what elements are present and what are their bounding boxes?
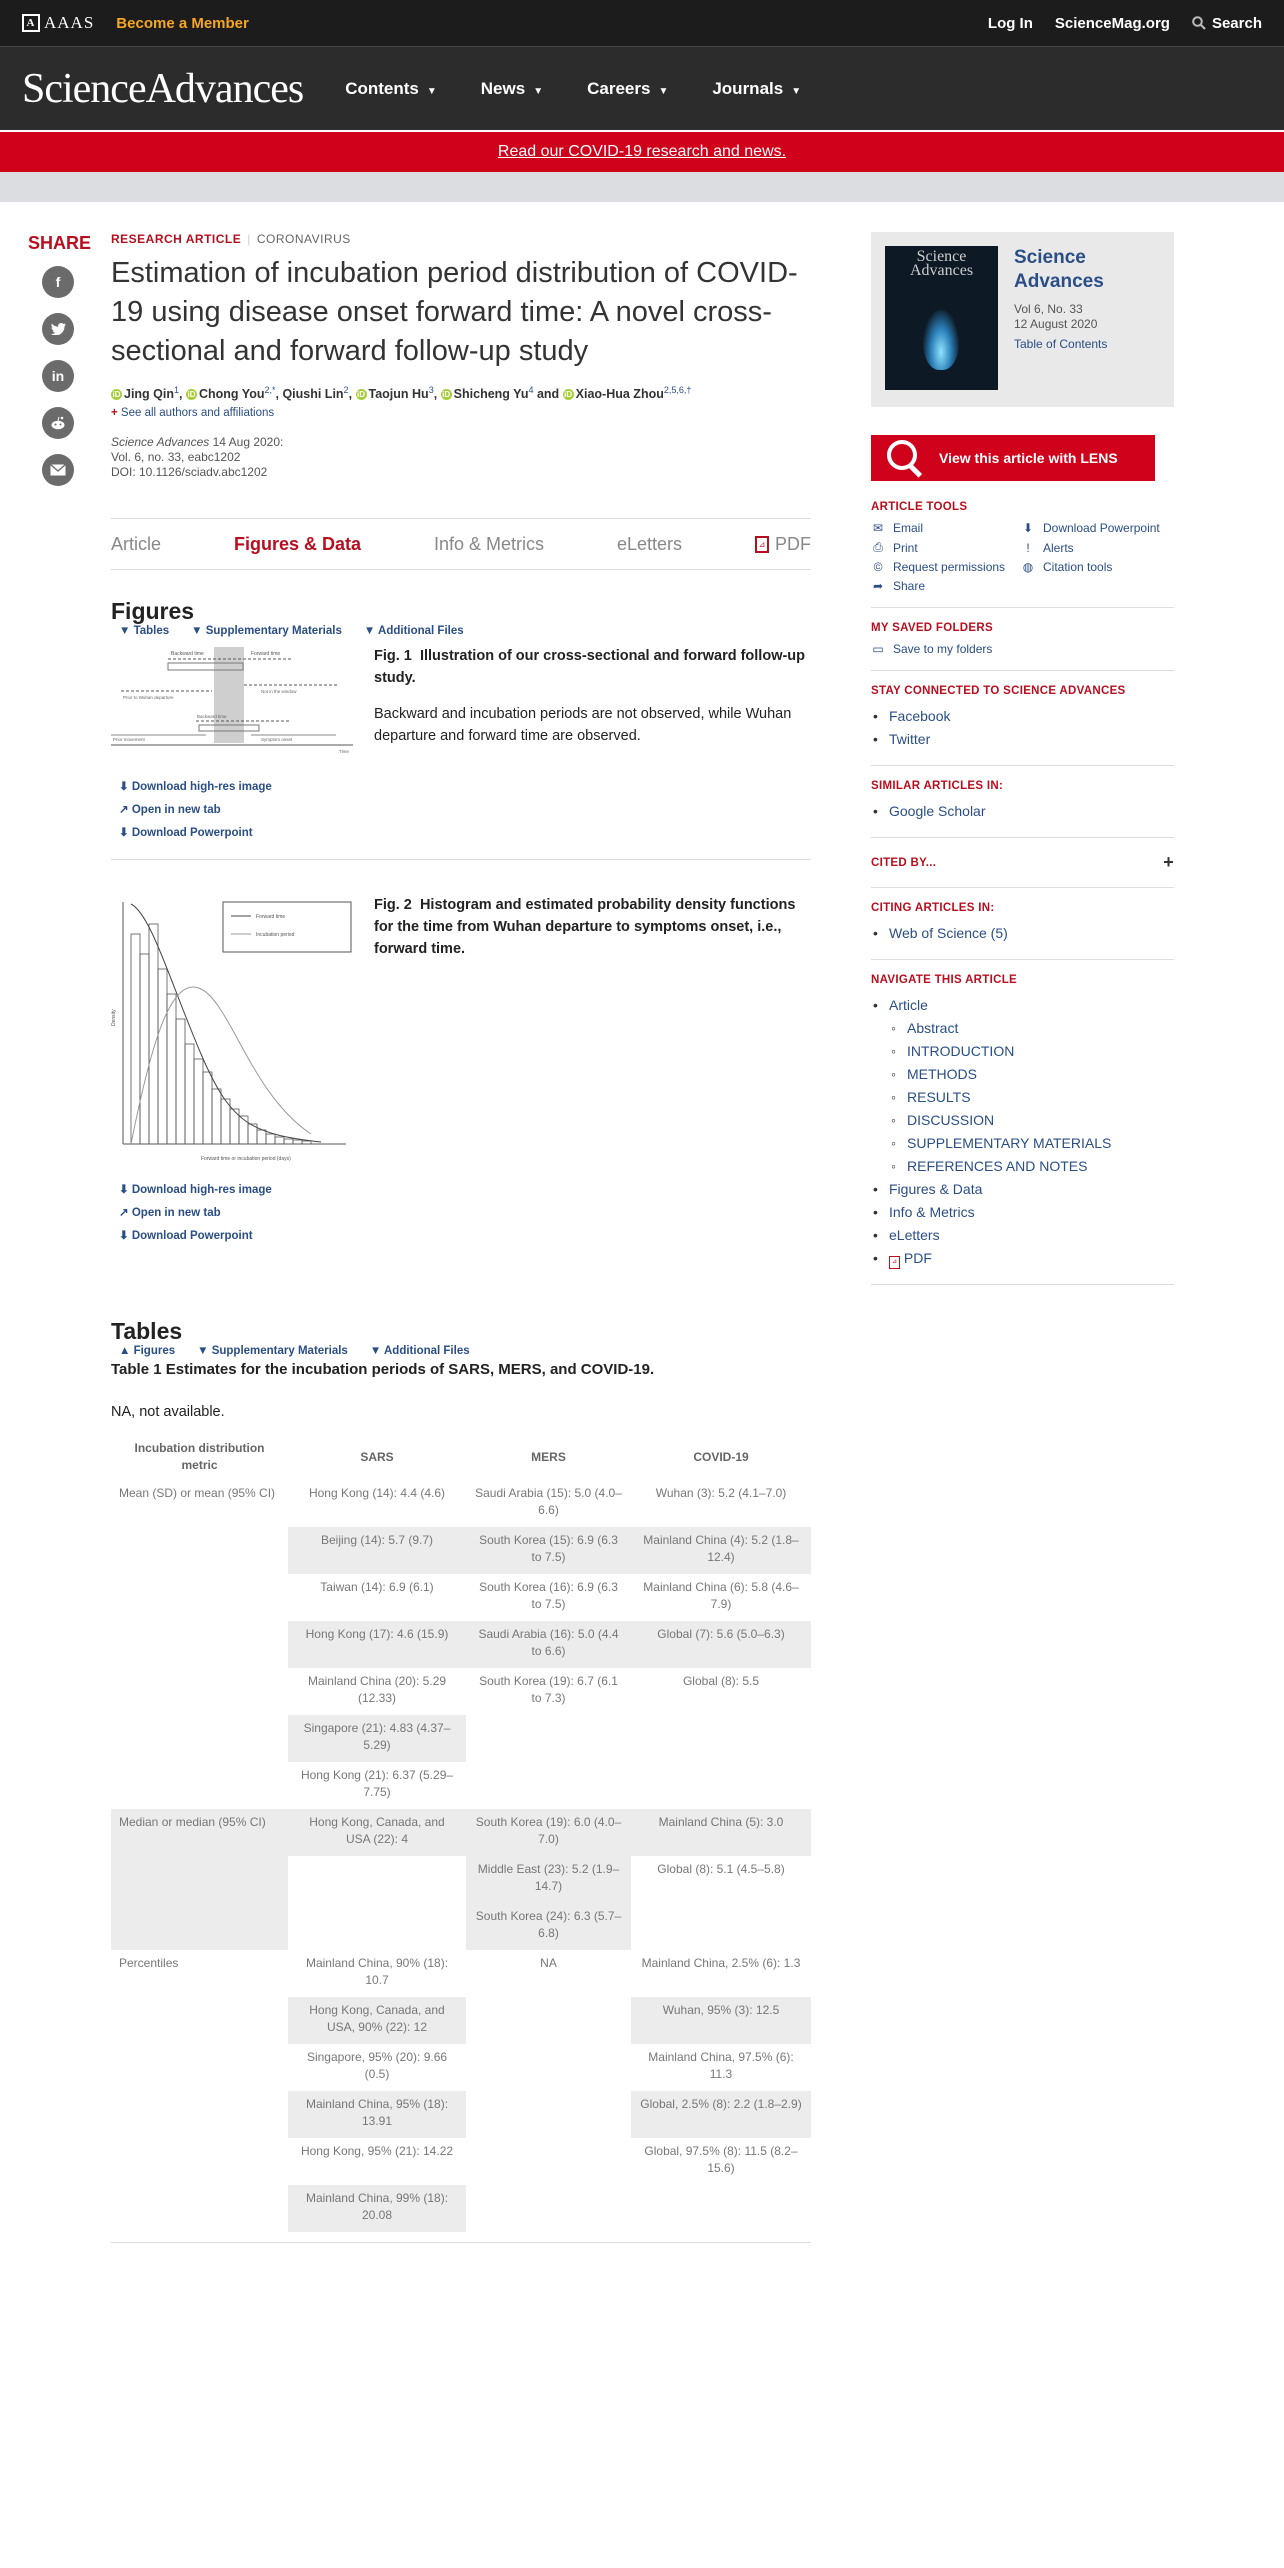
svg-text:Symptom onset: Symptom onset	[261, 737, 293, 743]
nav-info-metrics-link[interactable]: • Info & Metrics	[871, 1201, 1174, 1224]
author[interactable]: iD Xiao-Hua Zhou$^{2,5,6,\dagger}$	[564, 385, 692, 402]
citing-articles-heading: CITING ARTICLES IN:	[871, 902, 995, 914]
figure-1-thumbnail[interactable]	[111, 641, 356, 761]
table-row	[111, 2091, 811, 2138]
jump-additional-files-link[interactable]: ▼ Additional Files	[363, 625, 464, 638]
alerts-tool[interactable]: ! Alerts	[1021, 540, 1171, 555]
cover-title: Science Advances	[909, 248, 974, 279]
issue-date: 12 August 2020	[1014, 317, 1098, 331]
table-cell-metric	[111, 1762, 288, 1809]
tables-heading: Tables	[111, 1318, 183, 1345]
figures-heading: Figures	[111, 598, 195, 625]
sidebar	[871, 232, 1174, 1285]
table-cell-sars: Hong Kong (14): 4.4 (4.6)	[308, 1486, 446, 1501]
external-link-icon: ↗	[119, 1207, 129, 1220]
table-cell-mers: Saudi Arabia (15): 5.0 (4.0–6.6)	[475, 1486, 622, 1518]
jump-additional-files-link[interactable]: ▼ Additional Files	[369, 1345, 470, 1358]
navigate-article	[871, 974, 1174, 1285]
table-row	[111, 1903, 811, 1950]
journal-issue-box	[871, 232, 1174, 407]
aaas-logo[interactable]: A AAAS	[22, 13, 94, 33]
table-cell-sars: Hong Kong, Canada, and USA, 90% (22): 12	[288, 1997, 466, 2044]
table-cell-sars: Mainland China, 90% (18): 10.7	[305, 1956, 449, 1988]
author-list	[111, 385, 811, 401]
nav-article-link[interactable]: • Article	[871, 994, 1174, 1017]
article-title: Estimation of incubation period distribution of COVID-19 using disease onset forward time: A novel cross-sectional and forward follow-up study	[111, 257, 798, 367]
caret-down-icon: ▼	[426, 85, 437, 97]
download-powerpoint-tool[interactable]: ⬇ Download Powerpoint	[1022, 521, 1160, 535]
article-type[interactable]: RESEARCH ARTICLE	[111, 232, 242, 246]
become-member-link[interactable]: Become a Member	[116, 14, 249, 32]
pdf-icon: ⊿	[755, 536, 769, 553]
table-cell-mers	[466, 1762, 631, 1809]
orcid-icon: iD	[187, 390, 196, 400]
orcid-icon: iD	[564, 390, 573, 400]
cited-by-heading: CITED BY...	[871, 856, 937, 869]
lens-button[interactable]: View this article with LENS	[871, 435, 1155, 481]
column-header: SARS	[360, 1449, 394, 1464]
download-highres-link[interactable]: ⬇ Download high-res image	[119, 1184, 272, 1197]
facebook-link[interactable]: • Facebook	[871, 705, 1174, 728]
table-cell-metric	[111, 1574, 288, 1621]
svg-text:Backward time: Backward time	[197, 714, 227, 720]
share-panel	[28, 233, 92, 501]
nav-journals[interactable]: Journals ▼	[712, 78, 802, 98]
journal-cover-image[interactable]	[885, 246, 998, 390]
figures-section	[111, 598, 811, 1248]
table-cell-covid: Mainland China (4): 5.2 (1.8–12.4)	[631, 1527, 811, 1574]
share-tool[interactable]: ➦ Share	[872, 579, 926, 593]
figure-2-title: Fig. 2 Histogram and estimated probability density functions for the time from Wuhan departure to symptoms onset, i.e., forward time.	[374, 897, 796, 958]
table-cell-covid: Mainland China (6): 5.8 (4.6–7.9)	[643, 1580, 799, 1612]
author[interactable]: iD Taojun Hu$^3$,	[357, 385, 441, 402]
copyright-icon: ©	[873, 560, 883, 574]
share-title: SHARE	[28, 233, 92, 253]
table-cell-sars: Hong Kong (17): 4.6 (15.9)	[288, 1621, 466, 1668]
science-advances-logo[interactable]: ScienceAdvances	[22, 65, 304, 112]
table-cell-sars: Hong Kong, Canada, and USA (22): 4	[288, 1809, 466, 1856]
nav-contents[interactable]: Contents ▼	[345, 78, 437, 98]
saved-folders	[871, 622, 1174, 671]
column-header: MERS	[531, 1449, 566, 1464]
table-row	[111, 1856, 811, 1903]
alert-icon: !	[1026, 540, 1030, 555]
print-icon: ⎙	[873, 540, 883, 554]
citing-articles	[871, 902, 1174, 960]
figure-1-links	[111, 776, 356, 845]
table-cell-covid	[631, 1762, 811, 1809]
svg-text:Forward time or incubation per: Forward time or incubation period (days)	[201, 1156, 291, 1163]
table-cell-covid: Mainland China, 97.5% (6): 11.3	[648, 2050, 794, 2082]
table-cell-sars: Hong Kong (21): 6.37 (5.29–7.75)	[300, 1768, 454, 1800]
share-icon: ➦	[872, 579, 884, 593]
save-to-folders-link[interactable]: ▭ Save to my folders	[872, 642, 993, 656]
volume-info: Vol. 6, no. 33, eabc1202	[111, 450, 241, 465]
sciencemag-link[interactable]: ScienceMag.org	[1054, 14, 1170, 32]
table-cell-metric	[111, 2091, 288, 2138]
incubation-table	[111, 1434, 811, 2232]
download-highres-link[interactable]: ⬇ Download high-res image	[119, 781, 272, 794]
tab-info-metrics[interactable]: Info & Metrics	[433, 533, 545, 554]
nav-figures-data-link[interactable]: • Figures & Data	[871, 1178, 1174, 1201]
citation-info	[111, 435, 811, 480]
tab-figures-data[interactable]: Figures & Data	[233, 533, 362, 554]
nav-discussion-link[interactable]: ◦ DISCUSSION	[871, 1109, 1174, 1132]
twitter-link[interactable]: • Twitter	[871, 728, 1174, 751]
envelope-icon: ✉	[872, 521, 884, 535]
google-scholar-link[interactable]: • Google Scholar	[871, 800, 1174, 823]
table-cell-sars: Hong Kong, 95% (21): 14.22	[300, 2144, 454, 2159]
table-cell-covid: Global (8): 5.5	[682, 1674, 760, 1689]
search-label: Search	[1211, 14, 1262, 32]
table-cell-metric	[111, 2185, 288, 2232]
table-cell-covid	[631, 2185, 811, 2232]
table-cell-covid: Wuhan (3): 5.2 (4.1–7.0)	[655, 1486, 787, 1501]
table-cell-mers: South Korea (15): 6.9 (6.3 to 7.5)	[466, 1527, 631, 1574]
table-cell-mers	[466, 1715, 631, 1762]
orcid-icon: iD	[112, 390, 121, 400]
stay-connected	[871, 685, 1174, 766]
grey-band	[0, 172, 1284, 202]
table-cell-mers	[466, 2044, 631, 2091]
table-cell-metric	[111, 1903, 288, 1950]
caret-down-icon: ▼	[791, 85, 802, 97]
magnifier-icon	[885, 438, 925, 478]
table-cell-sars: Singapore, 95% (20): 9.66 (0.5)	[306, 2050, 448, 2082]
search-icon	[1192, 16, 1206, 30]
article-category[interactable]: CORONAVIRUS	[256, 232, 351, 246]
figure-2	[111, 894, 811, 1248]
nav-methods-link[interactable]: ◦ METHODS	[871, 1063, 1174, 1086]
table-cell-covid	[631, 1715, 811, 1762]
nav-references-link[interactable]: ◦ REFERENCES AND NOTES	[871, 1155, 1174, 1178]
masthead	[0, 46, 1284, 130]
table-cell-mers: South Korea (19): 6.7 (6.1 to 7.3)	[479, 1674, 618, 1706]
issue-volume: Vol 6, No. 33	[1014, 302, 1083, 316]
svg-text:Time: Time	[339, 749, 349, 755]
table-cell-metric	[111, 1668, 288, 1715]
jump-tables-link[interactable]: ▼ Tables	[119, 625, 170, 638]
web-of-science-link[interactable]: • Web of Science (5)	[871, 922, 1174, 945]
journal-name: Science Advances	[111, 435, 210, 450]
svg-text:Prior to Wuhan departure: Prior to Wuhan departure	[123, 695, 174, 701]
table-cell-metric: Mean (SD) or mean (95% CI)	[119, 1486, 276, 1501]
table-cell-mers	[466, 2091, 631, 2138]
table-cell-mers	[466, 2138, 631, 2185]
figure-2-thumbnail[interactable]	[111, 894, 356, 1164]
table-cell-sars: Mainland China, 99% (18): 20.08	[288, 2185, 466, 2232]
article-tabs	[111, 518, 811, 570]
article-tools-heading: ARTICLE TOOLS	[871, 501, 968, 513]
table-cell-metric: Percentiles	[119, 1956, 179, 1971]
figures-subnav	[119, 625, 811, 637]
table-cell-covid: Mainland China (5): 3.0	[631, 1809, 811, 1856]
jump-supplementary-link[interactable]: ▼ Supplementary Materials	[191, 625, 342, 638]
table-cell-covid: Global (8): 5.1 (4.5–5.8)	[657, 1862, 785, 1877]
nav-introduction-link[interactable]: ◦ INTRODUCTION	[871, 1040, 1174, 1063]
journal-name-link[interactable]: Science Advances	[1014, 247, 1104, 292]
login-link[interactable]: Log In	[987, 14, 1033, 32]
table-cell-mers: South Korea (16): 6.9 (6.3 to 7.5)	[479, 1580, 618, 1612]
download-icon: ⬇	[1022, 521, 1034, 535]
download-icon: ⬇	[119, 1230, 129, 1243]
print-tool[interactable]: ⎙ Print	[871, 540, 1021, 555]
orcid-icon: iD	[442, 390, 451, 400]
column-header: COVID-19	[693, 1449, 749, 1464]
nav-supplementary-link[interactable]: ◦ SUPPLEMENTARY MATERIALS	[871, 1132, 1174, 1155]
table-row	[111, 2044, 811, 2091]
table-cell-metric	[111, 1621, 288, 1668]
aaas-label: AAAS	[44, 13, 95, 32]
table-1-caption: Table 1 Estimates for the incubation periods of SARS, MERS, and COVID-19.	[111, 1361, 655, 1379]
citation-tools-tool[interactable]: ◍ Citation tools	[1022, 560, 1113, 574]
nav-abstract-link[interactable]: ◦ Abstract	[871, 1017, 1174, 1040]
table-row	[111, 1997, 811, 2044]
table-1-note: NA, not available.	[111, 1404, 225, 1421]
download-icon: ⬇	[119, 1184, 129, 1197]
nav-news[interactable]: News ▼	[480, 78, 544, 98]
table-cell-metric: Median or median (95% CI)	[111, 1809, 288, 1856]
nav-results-link[interactable]: ◦ RESULTS	[871, 1086, 1174, 1109]
cited-by[interactable]	[871, 852, 1174, 888]
table-row	[111, 1809, 811, 1856]
download-icon: ⬇	[119, 827, 129, 840]
article-kicker: RESEARCH ARTICLE | CORONAVIRUS	[111, 232, 351, 246]
table-cell-sars	[288, 1856, 466, 1903]
jump-figures-link[interactable]: ▲ Figures	[119, 1345, 176, 1358]
table-cell-mers: Saudi Arabia (16): 5.0 (4.4 to 6.6)	[466, 1621, 631, 1668]
orcid-icon: iD	[357, 390, 366, 400]
svg-text:Density: Density	[111, 1009, 117, 1027]
tables-subnav	[119, 1345, 811, 1357]
expand-plus-icon[interactable]: +	[1163, 852, 1174, 872]
stay-connected-heading: STAY CONNECTED TO SCIENCE ADVANCES	[871, 685, 1126, 697]
globe-icon: ◍	[1022, 560, 1034, 574]
table-cell-metric	[111, 2138, 288, 2185]
doi[interactable]: DOI: 10.1126/sciadv.abc1202	[111, 465, 268, 480]
folder-icon: ▭	[872, 642, 884, 656]
nav-pdf-link[interactable]: • ⊿ PDF	[871, 1247, 1174, 1270]
table-cell-sars: Mainland China (20): 5.29 (12.33)	[307, 1674, 447, 1706]
svg-text:Forward time: Forward time	[256, 914, 286, 921]
figure-1-title: Fig. 1 Illustration of our cross-sectional and forward follow-up study.	[374, 648, 806, 687]
table-cell-covid: Wuhan, 95% (3): 12.5	[631, 1997, 811, 2044]
external-link-icon: ↗	[119, 804, 129, 817]
open-new-tab-link[interactable]: ↗ Open in new tab	[119, 804, 221, 817]
table-cell-covid	[631, 1903, 811, 1950]
table-cell-sars: Singapore (21): 4.83 (4.37–5.29)	[288, 1715, 466, 1762]
linkedin-share-icon[interactable]: in	[42, 360, 74, 392]
table-of-contents-link[interactable]: Table of Contents	[1014, 337, 1108, 351]
table-cell-sars: Taiwan (14): 6.9 (6.1)	[320, 1580, 434, 1595]
article-main	[111, 232, 811, 2243]
navigate-heading: NAVIGATE THIS ARTICLE	[871, 974, 1018, 986]
nav-careers[interactable]: Careers ▼	[587, 78, 669, 98]
table-row	[111, 1762, 811, 1809]
top-bar	[0, 0, 1284, 46]
table-cell-metric	[111, 1527, 288, 1574]
svg-text:Backward time: Backward time	[171, 651, 204, 658]
download-powerpoint-link[interactable]: ⬇ Download Powerpoint	[119, 827, 253, 840]
table-cell-mers	[466, 2185, 631, 2232]
tables-section	[111, 1318, 811, 2243]
covid-banner-link[interactable]: Read our COVID-19 research and news.	[0, 132, 1284, 172]
email-share-icon[interactable]	[42, 454, 74, 486]
table-cell-mers: South Korea (19): 6.0 (4.0–7.0)	[466, 1809, 631, 1856]
table-cell-metric	[111, 1997, 288, 2044]
svg-text:Not in the window: Not in the window	[261, 689, 297, 695]
table-cell-mers: South Korea (24): 6.3 (5.7–6.8)	[466, 1903, 631, 1950]
figure-1	[111, 641, 811, 845]
similar-articles-heading: SIMILAR ARTICLES IN:	[871, 780, 1004, 792]
figure-1-description: Backward and incubation periods are not observed, while Wuhan departure and forward time are observed.	[374, 706, 792, 745]
table-row	[111, 1527, 811, 1574]
article-tools	[871, 501, 1174, 608]
table-row	[111, 2185, 811, 2232]
table-cell-covid: Mainland China, 2.5% (6): 1.3	[641, 1956, 801, 1971]
facebook-share-icon[interactable]: f	[42, 266, 74, 298]
open-new-tab-link[interactable]: ↗ Open in new tab	[119, 1207, 221, 1220]
table-row	[111, 1621, 811, 1668]
search-button[interactable]	[1192, 15, 1262, 32]
email-tool[interactable]: ✉ Email	[872, 521, 924, 535]
tab-article[interactable]: Article	[111, 533, 162, 554]
tab-pdf[interactable]: ⊿ PDF	[755, 534, 811, 555]
table-row	[111, 1480, 811, 1527]
svg-text:Incubation period: Incubation period	[256, 932, 295, 939]
table-row	[111, 1950, 811, 1997]
svg-text:Prior movement: Prior movement	[113, 737, 145, 743]
pdf-icon: ⊿	[889, 1256, 900, 1269]
table-row	[111, 1715, 811, 1762]
table-cell-sars: Beijing (14): 5.7 (9.7)	[288, 1527, 466, 1574]
table-cell-metric	[111, 1856, 288, 1903]
table-row	[111, 2138, 811, 2185]
table-cell-sars: Mainland China, 95% (18): 13.91	[288, 2091, 466, 2138]
table-cell-mers: Middle East (23): 5.2 (1.9–14.7)	[466, 1856, 631, 1903]
see-all-authors-link[interactable]: + See all authors and affiliations	[111, 407, 275, 420]
nav-eletters-link[interactable]: • eLetters	[871, 1224, 1174, 1247]
table-cell-mers: NA	[540, 1956, 557, 1971]
author[interactable]: iD Chong You$^{2,*}$,	[187, 385, 283, 402]
table-cell-covid: Global, 97.5% (8): 11.5 (8.2–15.6)	[644, 2144, 798, 2176]
table-cell-sars	[288, 1903, 466, 1950]
similar-articles	[871, 780, 1174, 838]
reddit-share-icon[interactable]	[42, 407, 74, 439]
svg-text:Forward time: Forward time	[251, 651, 281, 658]
author[interactable]: iD Jing Qin$^1$,	[112, 385, 186, 402]
download-powerpoint-link[interactable]: ⬇ Download Powerpoint	[119, 1230, 253, 1243]
caret-down-icon: ▼	[658, 85, 669, 97]
author[interactable]: Qiushi Lin$^2$,	[282, 385, 356, 402]
request-permissions-tool[interactable]: © Request permissions	[871, 560, 1021, 574]
table-row	[111, 1574, 811, 1621]
table-row	[111, 1668, 811, 1715]
download-icon: ⬇	[119, 781, 129, 794]
figure-2-links	[111, 1179, 356, 1248]
author[interactable]: iD Shicheng Yu$^4$ and	[442, 385, 563, 402]
table-cell-metric	[111, 2044, 288, 2091]
table-cell-metric	[111, 1715, 288, 1762]
table-cell-covid: Global (7): 5.6 (5.0–6.3)	[631, 1621, 811, 1668]
table-cell-mers	[466, 1997, 631, 2044]
pub-date: 14 Aug 2020:	[212, 435, 284, 450]
twitter-share-icon[interactable]	[42, 313, 74, 345]
saved-folders-heading: MY SAVED FOLDERS	[871, 622, 993, 634]
caret-down-icon: ▼	[533, 85, 544, 97]
column-header: Incubation distribution metric	[134, 1441, 265, 1473]
table-cell-covid: Global, 2.5% (8): 2.2 (1.8–2.9)	[631, 2091, 811, 2138]
jump-supplementary-link[interactable]: ▼ Supplementary Materials	[197, 1345, 348, 1358]
plus-icon: +	[111, 407, 118, 420]
tab-eletters[interactable]: eLetters	[616, 533, 683, 554]
